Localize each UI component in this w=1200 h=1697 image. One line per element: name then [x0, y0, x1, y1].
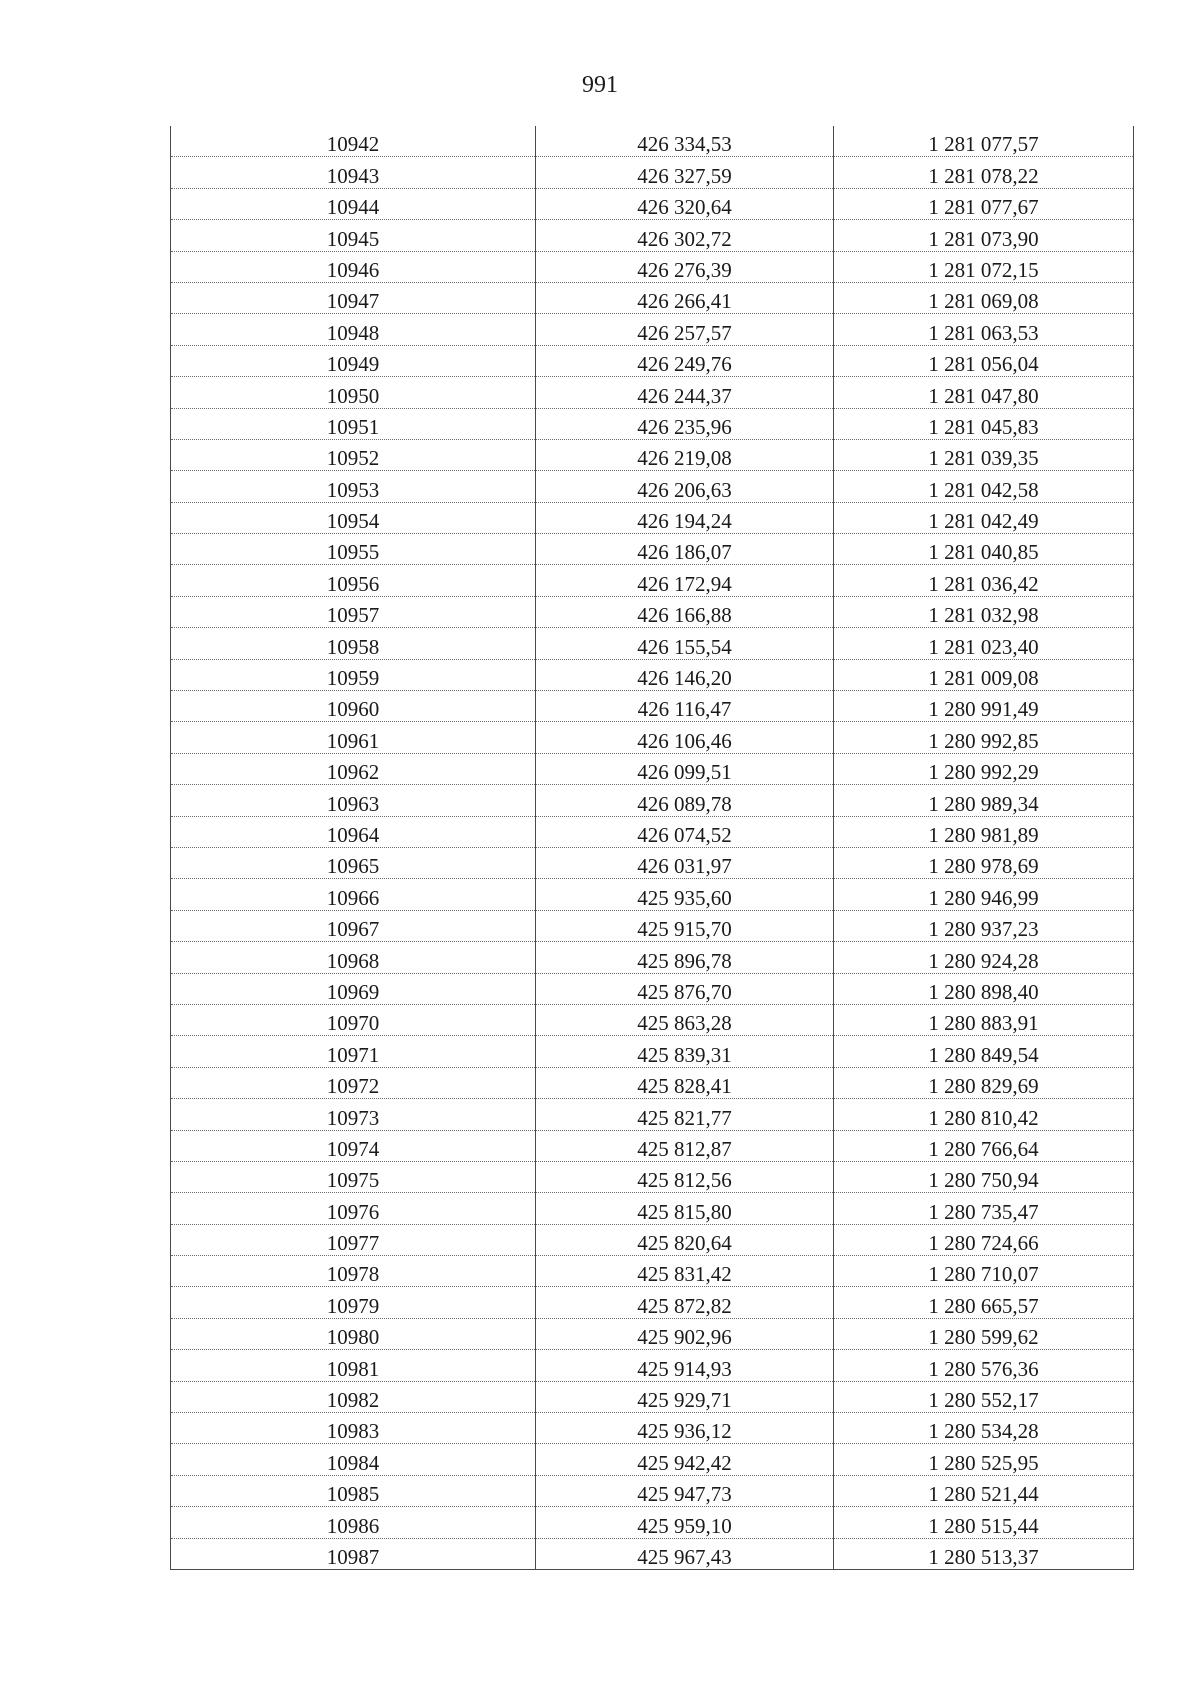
point-number-cell: 10974 [171, 1130, 536, 1161]
table-row [171, 659, 1134, 690]
table-row [171, 1538, 1134, 1569]
x-coordinate-cell: 426 155,54 [536, 628, 834, 659]
x-coordinate-cell: 426 334,53 [536, 126, 834, 157]
x-coordinate-cell: 425 863,28 [536, 1004, 834, 1035]
x-coordinate-cell: 426 302,72 [536, 220, 834, 251]
table-row [171, 942, 1134, 973]
x-coordinate-cell: 425 959,10 [536, 1507, 834, 1538]
y-coordinate-cell: 1 280 552,17 [834, 1381, 1134, 1412]
y-coordinate-cell: 1 280 989,34 [834, 785, 1134, 816]
point-number-cell: 10954 [171, 502, 536, 533]
point-number-cell: 10961 [171, 722, 536, 753]
point-number-cell: 10983 [171, 1413, 536, 1444]
table-row [171, 1318, 1134, 1349]
table-row [171, 251, 1134, 282]
y-coordinate-cell: 1 281 039,35 [834, 439, 1134, 470]
y-coordinate-cell: 1 280 946,99 [834, 879, 1134, 910]
table-row [171, 879, 1134, 910]
y-coordinate-cell: 1 280 981,89 [834, 816, 1134, 847]
table-row [171, 1350, 1134, 1381]
y-coordinate-cell: 1 281 009,08 [834, 659, 1134, 690]
y-coordinate-cell: 1 281 023,40 [834, 628, 1134, 659]
x-coordinate-cell: 425 815,80 [536, 1193, 834, 1224]
y-coordinate-cell: 1 281 069,08 [834, 282, 1134, 313]
y-coordinate-cell: 1 280 513,37 [834, 1538, 1134, 1569]
y-coordinate-cell: 1 281 056,04 [834, 345, 1134, 376]
y-coordinate-cell: 1 280 599,62 [834, 1318, 1134, 1349]
table-row [171, 1256, 1134, 1287]
point-number-cell: 10969 [171, 973, 536, 1004]
x-coordinate-cell: 426 166,88 [536, 596, 834, 627]
table-row [171, 282, 1134, 313]
point-number-cell: 10962 [171, 753, 536, 784]
table-row [171, 377, 1134, 408]
y-coordinate-cell: 1 280 849,54 [834, 1036, 1134, 1067]
x-coordinate-cell: 426 244,37 [536, 377, 834, 408]
point-number-cell: 10956 [171, 565, 536, 596]
table-row [171, 408, 1134, 439]
x-coordinate-cell: 425 839,31 [536, 1036, 834, 1067]
table-row [171, 1161, 1134, 1192]
x-coordinate-cell: 425 876,70 [536, 973, 834, 1004]
x-coordinate-cell: 426 074,52 [536, 816, 834, 847]
point-number-cell: 10965 [171, 847, 536, 878]
table-row [171, 722, 1134, 753]
point-number-cell: 10955 [171, 534, 536, 565]
table-row [171, 1381, 1134, 1412]
y-coordinate-cell: 1 280 991,49 [834, 691, 1134, 722]
point-number-cell: 10976 [171, 1193, 536, 1224]
table-row [171, 157, 1134, 188]
table-row [171, 1475, 1134, 1506]
point-number-cell: 10985 [171, 1475, 536, 1506]
y-coordinate-cell: 1 280 992,85 [834, 722, 1134, 753]
x-coordinate-cell: 425 936,12 [536, 1413, 834, 1444]
point-number-cell: 10975 [171, 1161, 536, 1192]
point-number-cell: 10946 [171, 251, 536, 282]
y-coordinate-cell: 1 280 766,64 [834, 1130, 1134, 1161]
table-row [171, 628, 1134, 659]
x-coordinate-cell: 425 821,77 [536, 1099, 834, 1130]
x-coordinate-cell: 426 089,78 [536, 785, 834, 816]
table-row [171, 1413, 1134, 1444]
table-row [171, 565, 1134, 596]
x-coordinate-cell: 426 219,08 [536, 439, 834, 470]
y-coordinate-cell: 1 280 525,95 [834, 1444, 1134, 1475]
point-number-cell: 10947 [171, 282, 536, 313]
x-coordinate-cell: 426 257,57 [536, 314, 834, 345]
table-row [171, 1036, 1134, 1067]
x-coordinate-cell: 426 116,47 [536, 691, 834, 722]
point-number-cell: 10960 [171, 691, 536, 722]
table-row [171, 534, 1134, 565]
table-row [171, 188, 1134, 219]
point-number-cell: 10977 [171, 1224, 536, 1255]
y-coordinate-cell: 1 280 521,44 [834, 1475, 1134, 1506]
table-row [171, 1287, 1134, 1318]
x-coordinate-cell: 426 186,07 [536, 534, 834, 565]
table-row [171, 126, 1134, 157]
table-row [171, 816, 1134, 847]
y-coordinate-cell: 1 281 032,98 [834, 596, 1134, 627]
y-coordinate-cell: 1 280 810,42 [834, 1099, 1134, 1130]
point-number-cell: 10950 [171, 377, 536, 408]
y-coordinate-cell: 1 281 078,22 [834, 157, 1134, 188]
x-coordinate-cell: 426 106,46 [536, 722, 834, 753]
y-coordinate-cell: 1 280 665,57 [834, 1287, 1134, 1318]
table-row [171, 314, 1134, 345]
table-row [171, 785, 1134, 816]
y-coordinate-cell: 1 281 077,57 [834, 126, 1134, 157]
y-coordinate-cell: 1 281 077,67 [834, 188, 1134, 219]
page-number: 991 [582, 72, 618, 98]
x-coordinate-cell: 425 820,64 [536, 1224, 834, 1255]
table-row [171, 1444, 1134, 1475]
x-coordinate-cell: 426 266,41 [536, 282, 834, 313]
y-coordinate-cell: 1 280 978,69 [834, 847, 1134, 878]
point-number-cell: 10970 [171, 1004, 536, 1035]
y-coordinate-cell: 1 281 072,15 [834, 251, 1134, 282]
x-coordinate-cell: 425 967,43 [536, 1538, 834, 1569]
x-coordinate-cell: 426 172,94 [536, 565, 834, 596]
point-number-cell: 10986 [171, 1507, 536, 1538]
point-number-cell: 10979 [171, 1287, 536, 1318]
point-number-cell: 10971 [171, 1036, 536, 1067]
x-coordinate-cell: 425 831,42 [536, 1256, 834, 1287]
table-row [171, 1507, 1134, 1538]
x-coordinate-cell: 426 320,64 [536, 188, 834, 219]
table-row [171, 691, 1134, 722]
point-number-cell: 10959 [171, 659, 536, 690]
table-row [171, 471, 1134, 502]
x-coordinate-cell: 425 902,96 [536, 1318, 834, 1349]
x-coordinate-cell: 426 099,51 [536, 753, 834, 784]
y-coordinate-cell: 1 280 924,28 [834, 942, 1134, 973]
x-coordinate-cell: 426 276,39 [536, 251, 834, 282]
point-number-cell: 10953 [171, 471, 536, 502]
table-row [171, 1099, 1134, 1130]
y-coordinate-cell: 1 280 710,07 [834, 1256, 1134, 1287]
table-row [171, 1067, 1134, 1098]
point-number-cell: 10967 [171, 910, 536, 941]
x-coordinate-cell: 426 235,96 [536, 408, 834, 439]
point-number-cell: 10949 [171, 345, 536, 376]
point-number-cell: 10968 [171, 942, 536, 973]
x-coordinate-cell: 425 812,87 [536, 1130, 834, 1161]
point-number-cell: 10948 [171, 314, 536, 345]
point-number-cell: 10978 [171, 1256, 536, 1287]
x-coordinate-cell: 425 935,60 [536, 879, 834, 910]
y-coordinate-cell: 1 280 829,69 [834, 1067, 1134, 1098]
y-coordinate-cell: 1 281 063,53 [834, 314, 1134, 345]
x-coordinate-cell: 426 146,20 [536, 659, 834, 690]
y-coordinate-cell: 1 281 045,83 [834, 408, 1134, 439]
table-row [171, 345, 1134, 376]
point-number-cell: 10957 [171, 596, 536, 627]
y-coordinate-cell: 1 280 724,66 [834, 1224, 1134, 1255]
y-coordinate-cell: 1 281 040,85 [834, 534, 1134, 565]
x-coordinate-cell: 425 929,71 [536, 1381, 834, 1412]
table-row [171, 1224, 1134, 1255]
x-coordinate-cell: 425 914,93 [536, 1350, 834, 1381]
y-coordinate-cell: 1 281 042,58 [834, 471, 1134, 502]
x-coordinate-cell: 425 812,56 [536, 1161, 834, 1192]
y-coordinate-cell: 1 280 883,91 [834, 1004, 1134, 1035]
point-number-cell: 10944 [171, 188, 536, 219]
x-coordinate-cell: 425 942,42 [536, 1444, 834, 1475]
x-coordinate-cell: 426 249,76 [536, 345, 834, 376]
x-coordinate-cell: 426 194,24 [536, 502, 834, 533]
x-coordinate-cell: 425 947,73 [536, 1475, 834, 1506]
y-coordinate-cell: 1 280 937,23 [834, 910, 1134, 941]
x-coordinate-cell: 425 896,78 [536, 942, 834, 973]
x-coordinate-cell: 425 915,70 [536, 910, 834, 941]
y-coordinate-cell: 1 280 992,29 [834, 753, 1134, 784]
point-number-cell: 10942 [171, 126, 536, 157]
point-number-cell: 10958 [171, 628, 536, 659]
table-row [171, 502, 1134, 533]
x-coordinate-cell: 425 872,82 [536, 1287, 834, 1318]
point-number-cell: 10966 [171, 879, 536, 910]
point-number-cell: 10972 [171, 1067, 536, 1098]
x-coordinate-cell: 426 031,97 [536, 847, 834, 878]
table-row [171, 220, 1134, 251]
table-row [171, 596, 1134, 627]
table-row [171, 973, 1134, 1004]
table-row [171, 910, 1134, 941]
y-coordinate-cell: 1 280 515,44 [834, 1507, 1134, 1538]
y-coordinate-cell: 1 281 073,90 [834, 220, 1134, 251]
table-row [171, 439, 1134, 470]
y-coordinate-cell: 1 280 898,40 [834, 973, 1134, 1004]
point-number-cell: 10981 [171, 1350, 536, 1381]
point-number-cell: 10945 [171, 220, 536, 251]
table-row [171, 1193, 1134, 1224]
point-number-cell: 10982 [171, 1381, 536, 1412]
y-coordinate-cell: 1 281 036,42 [834, 565, 1134, 596]
point-number-cell: 10951 [171, 408, 536, 439]
point-number-cell: 10980 [171, 1318, 536, 1349]
table-row [171, 753, 1134, 784]
y-coordinate-cell: 1 280 735,47 [834, 1193, 1134, 1224]
point-number-cell: 10973 [171, 1099, 536, 1130]
point-number-cell: 10984 [171, 1444, 536, 1475]
table-row [171, 1004, 1134, 1035]
y-coordinate-cell: 1 280 534,28 [834, 1413, 1134, 1444]
point-number-cell: 10963 [171, 785, 536, 816]
point-number-cell: 10987 [171, 1538, 536, 1569]
y-coordinate-cell: 1 280 576,36 [834, 1350, 1134, 1381]
x-coordinate-cell: 426 327,59 [536, 157, 834, 188]
point-number-cell: 10952 [171, 439, 536, 470]
x-coordinate-cell: 426 206,63 [536, 471, 834, 502]
table-row [171, 1130, 1134, 1161]
coordinates-table [170, 126, 1134, 1570]
y-coordinate-cell: 1 281 047,80 [834, 377, 1134, 408]
point-number-cell: 10964 [171, 816, 536, 847]
coordinates-table-body [171, 126, 1134, 1569]
table-row [171, 847, 1134, 878]
y-coordinate-cell: 1 280 750,94 [834, 1161, 1134, 1192]
y-coordinate-cell: 1 281 042,49 [834, 502, 1134, 533]
x-coordinate-cell: 425 828,41 [536, 1067, 834, 1098]
point-number-cell: 10943 [171, 157, 536, 188]
